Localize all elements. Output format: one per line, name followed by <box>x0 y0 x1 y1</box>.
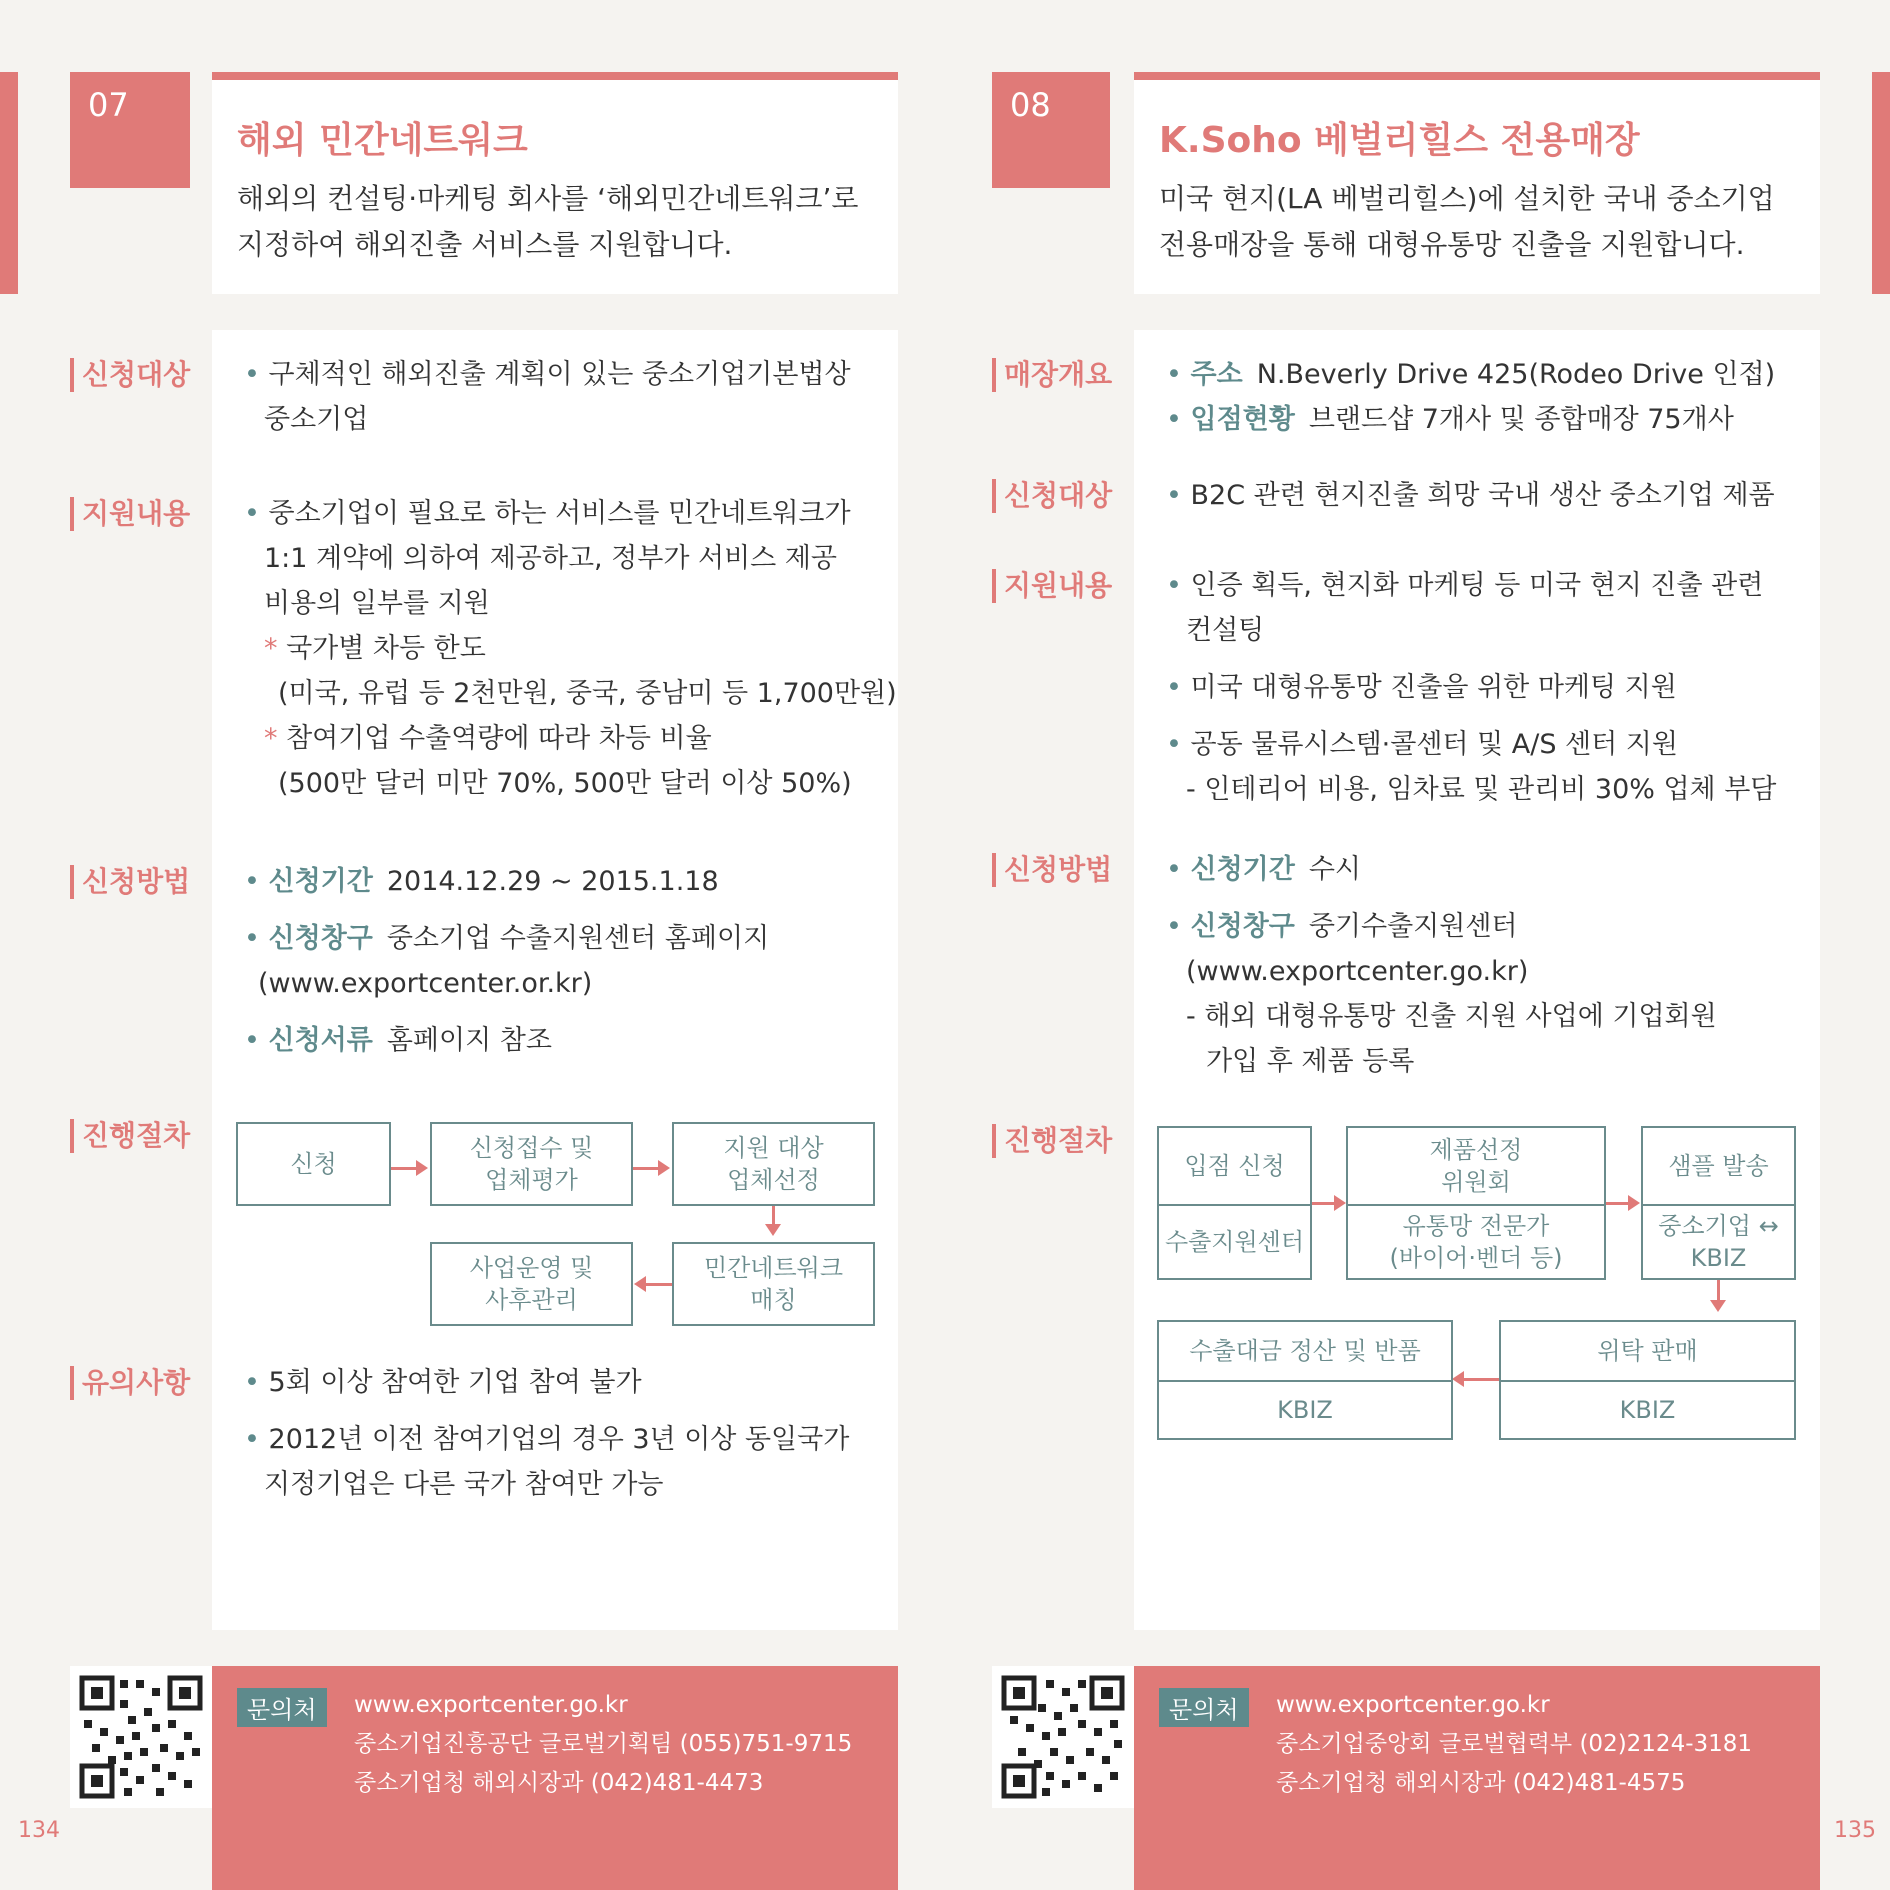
qr-code-icon <box>992 1666 1134 1808</box>
title-description: 해외의 컨설팅·마케팅 회사를 ‘해외민간네트워크’로 지정하여 해외진출 서비스를 지원합니다. <box>237 182 859 261</box>
method-item: • 신청기간 수시 • 신청창구 중기수출지원센터 (www.exportcenter.go.kr) - 해외 대형유통망 진출 지원 사업에 기업회원 가입 후 제품 등록 <box>1166 854 1717 1077</box>
label-store-overview: 매장개요 <box>992 358 1112 392</box>
label-application-target: 신청대상 <box>70 358 190 392</box>
contact-url[interactable]: www.exportcenter.go.kr <box>354 1692 628 1718</box>
label-support-content: 지원내용 <box>992 569 1112 603</box>
label-application-method: 신청방법 <box>70 865 190 899</box>
contact-phone: 중소기업청 해외시장과 (042)481-4473 <box>354 1770 764 1796</box>
support-item: • 중소기업이 필요로 하는 서비스를 민간네트워크가 1:1 계약에 의하여 제공하고, 정부가 서비스 제공 비용의 일부를 지원 * 국가별 차등 한도 (미국, 유럽 등 2천만원, 중국, 중남미 등 1,700만원) * 참여기업 수출역량에 따라 차등 비율 (500만 달러 미만 70%, 500만 달러 이상 50%) <box>244 498 897 799</box>
support-item: • 인증 획득, 현지화 마케팅 등 미국 현지 진출 관련 컨설팅 • 미국 대형유통망 진출을 위한 마케팅 지원 • 공동 물류시스템·콜센터 및 A/S 센터 지원 - 인테리어 비용, 임차료 및 관리비 30% 업체 부담 <box>1166 570 1777 805</box>
page-title: K.Soho 베벌리힐스 전용매장 <box>1159 120 1640 161</box>
page-number: 134 <box>18 1818 60 1843</box>
page-number: 135 <box>1834 1818 1876 1843</box>
contact-tag: 문의처 <box>237 1688 327 1727</box>
flow-arrow <box>1312 1202 1342 1205</box>
flow-step-management: 사업운영 및 사후관리 <box>430 1242 633 1326</box>
flow-step-apply: 신청 <box>236 1122 391 1206</box>
flow-arrow <box>772 1206 775 1232</box>
flow-step-store-apply: 입점 신청 수출지원센터 <box>1157 1126 1312 1280</box>
flow-step-committee: 제품선정 위원회 유통망 전문가 (바이어·벤더 등) <box>1346 1126 1606 1280</box>
label-application-method: 신청방법 <box>992 853 1112 887</box>
contact-phone: 중소기업중앙회 글로벌협력부 (02)2124-3181 <box>1276 1731 1753 1757</box>
flow-arrow <box>1606 1202 1636 1205</box>
right-title-box <box>1134 72 1820 294</box>
left-edge-bar <box>0 72 18 294</box>
right-edge-bar <box>1872 72 1890 294</box>
label-process: 진행절차 <box>70 1119 190 1153</box>
right-contact-box <box>1134 1666 1820 1890</box>
flow-arrow <box>633 1167 666 1170</box>
overview-item: • 주소 N.Beverly Drive 425(Rodeo Drive 인접) • 입점현황 브랜드샵 7개사 및 종합매장 75개사 <box>1166 359 1776 435</box>
target-item: • B2C 관련 현지진출 희망 국내 생산 중소기업 제품 <box>1166 480 1775 511</box>
contact-phone: 중소기업청 해외시장과 (042)481-4575 <box>1276 1770 1686 1796</box>
section-number-07: 07 <box>70 72 190 188</box>
contact-url[interactable]: www.exportcenter.go.kr <box>1276 1692 1550 1718</box>
flow-step-sample: 샘플 발송 중소기업 ↔ KBIZ <box>1641 1126 1796 1280</box>
qr-code[interactable] <box>992 1666 1134 1808</box>
left-contact-box <box>212 1666 898 1890</box>
contact-tag: 문의처 <box>1159 1688 1249 1727</box>
label-process: 진행절차 <box>992 1124 1112 1158</box>
flow-step-consign-sale: 위탁 판매 KBIZ <box>1499 1320 1796 1440</box>
target-item: • 구체적인 해외진출 계획이 있는 중소기업기본법상 중소기업 <box>244 359 851 435</box>
caution-item: • 5회 이상 참여한 기업 참여 불가 • 2012년 이전 참여기업의 경우 3년 이상 동일국가 지정기업은 다른 국가 참여만 가능 <box>244 1367 850 1500</box>
flow-step-matching: 민간네트워크 매칭 <box>672 1242 875 1326</box>
method-item: • 신청기간 2014.12.29 ~ 2015.1.18 • 신청창구 중소기업 수출지원센터 홈페이지 (www.exportcenter.or.kr) • 신청서류 홈페이지 참조 <box>244 866 770 1056</box>
flow-arrow <box>638 1283 672 1286</box>
flow-step-settlement: 수출대금 정산 및 반품 KBIZ <box>1157 1320 1453 1440</box>
page-title: 해외 민간네트워크 <box>237 120 528 161</box>
label-support-content: 지원내용 <box>70 497 190 531</box>
flow-step-receipt: 신청접수 및 업체평가 <box>430 1122 633 1206</box>
left-title-box <box>212 72 898 294</box>
contact-phone: 중소기업진흥공단 글로벌기획팀 (055)751-9715 <box>354 1731 853 1757</box>
flow-step-selection: 지원 대상 업체선정 <box>672 1122 875 1206</box>
qr-code[interactable] <box>70 1666 212 1808</box>
flow-arrow <box>1717 1280 1720 1308</box>
flow-arrow <box>1456 1378 1499 1381</box>
flow-arrow <box>391 1167 424 1170</box>
label-application-target: 신청대상 <box>992 479 1112 513</box>
label-caution: 유의사항 <box>70 1366 190 1400</box>
section-number-08: 08 <box>992 72 1110 188</box>
title-description: 미국 현지(LA 베벌리힐스)에 설치한 국내 중소기업 전용매장을 통해 대형유통망 진출을 지원합니다. <box>1159 182 1775 261</box>
qr-code-icon <box>70 1666 212 1808</box>
